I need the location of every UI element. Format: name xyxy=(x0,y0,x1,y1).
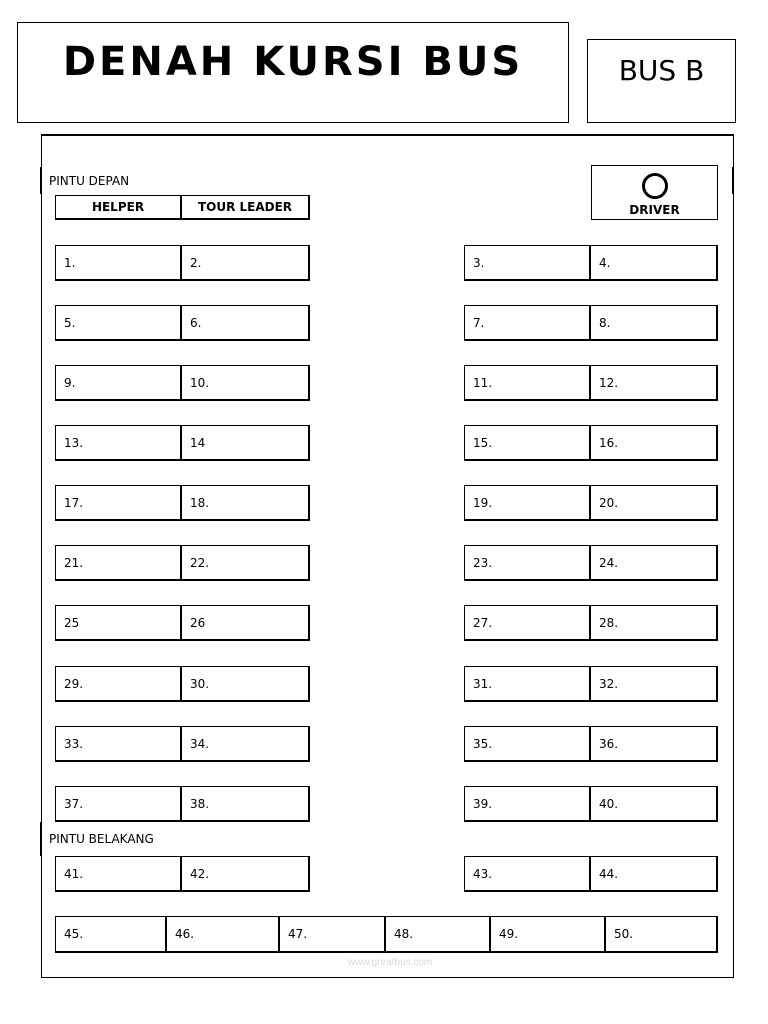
seat xyxy=(464,856,591,892)
seat xyxy=(464,425,591,461)
crew-seat-helper xyxy=(55,195,182,220)
seat-number: 38. xyxy=(190,796,210,811)
seat xyxy=(591,425,718,461)
seat-number: 22. xyxy=(190,555,210,570)
back-row-seat xyxy=(167,916,280,953)
seat-number: 39. xyxy=(473,796,493,811)
crew-seat-tour-leader xyxy=(182,195,310,220)
seat-number: 44. xyxy=(599,866,619,881)
seat xyxy=(464,365,591,401)
driver-label: DRIVER xyxy=(629,203,680,217)
seat xyxy=(591,245,718,281)
seat-number: 37. xyxy=(64,796,84,811)
seat-number: 19. xyxy=(473,495,493,510)
seat-number: 48. xyxy=(394,927,414,941)
seat-number: 50. xyxy=(614,927,634,941)
back-row-seat xyxy=(55,916,167,953)
seat-number: 27. xyxy=(473,615,493,630)
seat xyxy=(55,305,182,341)
seat xyxy=(591,365,718,401)
seat xyxy=(591,545,718,581)
seat-number: 8. xyxy=(599,315,611,330)
seat xyxy=(591,666,718,702)
seat-number: 46. xyxy=(175,927,195,941)
seat xyxy=(55,666,182,702)
seat-number: 10. xyxy=(190,375,210,390)
seat-number: 9. xyxy=(64,375,76,390)
seat-number: 17. xyxy=(64,495,84,510)
seat xyxy=(182,485,310,521)
crew-label: TOUR LEADER xyxy=(197,200,293,214)
back-row-seat xyxy=(280,916,386,953)
seat-number: 1. xyxy=(64,255,76,270)
seat-number: 7. xyxy=(473,315,485,330)
front-door-label: PINTU DEPAN xyxy=(49,174,130,188)
seat xyxy=(182,786,310,822)
seat xyxy=(464,305,591,341)
seat-number: 28. xyxy=(599,615,619,630)
seat xyxy=(464,545,591,581)
seat-number: 24. xyxy=(599,555,619,570)
seat-number: 29. xyxy=(64,676,84,691)
seat xyxy=(464,726,591,762)
seat xyxy=(182,666,310,702)
seat-number: 3. xyxy=(473,255,485,270)
seat-number: 25 xyxy=(64,615,80,630)
seat-number: 33. xyxy=(64,736,84,751)
seat-number: 13. xyxy=(64,435,84,450)
seat-number: 49. xyxy=(499,927,519,941)
seat xyxy=(464,485,591,521)
seat-number: 14 xyxy=(190,435,206,450)
seat xyxy=(464,245,591,281)
seat-number: 41. xyxy=(64,866,84,881)
seat-number: 26 xyxy=(190,615,206,630)
seat-number: 45. xyxy=(64,927,84,941)
seat xyxy=(182,856,310,892)
seat xyxy=(55,856,182,892)
seat-number: 30. xyxy=(190,676,210,691)
seat-number: 5. xyxy=(64,315,76,330)
seat-number: 23. xyxy=(473,555,493,570)
back-row-seat xyxy=(491,916,606,953)
seat xyxy=(464,605,591,641)
seat xyxy=(591,856,718,892)
seat xyxy=(55,425,182,461)
back-row-seat xyxy=(606,916,718,953)
seat xyxy=(55,726,182,762)
driver-seat xyxy=(591,165,718,220)
rear-door-marker xyxy=(40,822,42,856)
seat-number: 6. xyxy=(190,315,202,330)
front-door-marker xyxy=(40,167,42,194)
seat xyxy=(182,425,310,461)
seat xyxy=(55,605,182,641)
seat-number: 2. xyxy=(190,255,202,270)
seat-number: 40. xyxy=(599,796,619,811)
seat xyxy=(182,245,310,281)
seat-number: 47. xyxy=(288,927,308,941)
seat-number: 42. xyxy=(190,866,210,881)
watermark: www.greatbus.com xyxy=(347,957,433,968)
seat xyxy=(591,305,718,341)
bus-label: BUS B xyxy=(618,54,705,87)
seat xyxy=(55,545,182,581)
seat xyxy=(182,365,310,401)
seat-number: 21. xyxy=(64,555,84,570)
seat xyxy=(55,365,182,401)
seat-number: 20. xyxy=(599,495,619,510)
crew-label: HELPER xyxy=(91,200,145,214)
seat xyxy=(182,726,310,762)
seat xyxy=(55,245,182,281)
seat-number: 43. xyxy=(473,866,493,881)
seat-number: 35. xyxy=(473,736,493,751)
title-box xyxy=(17,22,569,123)
seat-number: 12. xyxy=(599,375,619,390)
seat xyxy=(464,786,591,822)
seat-number: 15. xyxy=(473,435,493,450)
seat xyxy=(591,726,718,762)
seat xyxy=(591,605,718,641)
seat-number: 11. xyxy=(473,375,493,390)
steering-wheel-icon xyxy=(642,173,668,199)
seat-number: 4. xyxy=(599,255,611,270)
seat xyxy=(182,605,310,641)
seat xyxy=(591,786,718,822)
seat xyxy=(55,485,182,521)
seat-number: 18. xyxy=(190,495,210,510)
seat-number: 16. xyxy=(599,435,619,450)
bus-label-box xyxy=(587,39,736,123)
seat xyxy=(55,786,182,822)
seat xyxy=(182,545,310,581)
seat-number: 34. xyxy=(190,736,210,751)
seat xyxy=(591,485,718,521)
seat xyxy=(464,666,591,702)
back-row-seat xyxy=(386,916,491,953)
rear-door-label: PINTU BELAKANG xyxy=(49,832,154,846)
right-side-marker xyxy=(732,167,734,194)
page-title: DENAH KURSI BUS xyxy=(62,39,524,85)
seat-number: 31. xyxy=(473,676,493,691)
seat-number: 32. xyxy=(599,676,619,691)
seat xyxy=(182,305,310,341)
seat-number: 36. xyxy=(599,736,619,751)
